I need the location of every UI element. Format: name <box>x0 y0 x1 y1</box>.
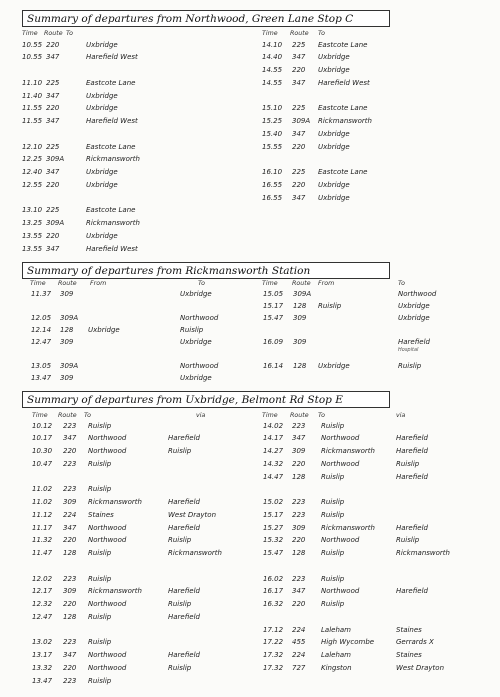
route-cell: 309A <box>46 219 65 227</box>
destination-cell: Ruislip <box>88 676 112 685</box>
column-header: To <box>318 412 325 419</box>
destination-cell: Uxbridge <box>180 337 212 346</box>
destination-cell: Uxbridge <box>318 142 350 151</box>
destination-cell: Harefield <box>398 337 430 346</box>
route-cell: 223 <box>292 510 306 519</box>
time-cell: 16.55 <box>262 193 283 202</box>
route-cell: 220 <box>292 459 306 468</box>
destination-cell: Uxbridge <box>318 180 350 189</box>
route-cell: 309 <box>293 337 307 346</box>
destination-cell: Eastcote Lane <box>318 104 368 113</box>
time-cell: 13.02 <box>32 638 53 647</box>
destination-cell: Ruislip <box>321 421 345 430</box>
destination-cell: Ruislip <box>88 485 112 494</box>
destination-cell: Ruislip <box>321 600 345 608</box>
destination-cell: Laleham <box>321 651 351 659</box>
column-header: Time <box>30 280 46 287</box>
destination-cell: Rickmansworth <box>86 219 140 227</box>
column-header: From <box>90 280 107 287</box>
destination-cell: Northwood <box>180 361 219 370</box>
destination-cell: Ruislip <box>88 421 112 430</box>
time-cell: 13.25 <box>22 219 43 227</box>
route-cell: 309 <box>63 587 77 596</box>
time-cell: 12.05 <box>31 313 52 322</box>
time-cell: 15.25 <box>262 117 283 125</box>
via-cell: Ruislip <box>168 536 192 545</box>
route-cell: 220 <box>46 40 60 49</box>
destination-cell: Harefield West <box>86 117 138 125</box>
route-cell: 223 <box>292 421 306 430</box>
destination-cell: Ruislip <box>88 612 112 621</box>
time-cell: 13.47 <box>32 676 53 685</box>
via-cell: West Drayton <box>168 510 217 519</box>
route-cell: 220 <box>63 536 77 545</box>
destination-cell: Uxbridge <box>86 104 118 113</box>
via-cell: Harefield <box>396 587 428 596</box>
via-cell: Staines <box>396 625 422 634</box>
time-cell: 16.17 <box>263 587 284 596</box>
time-cell: 13.10 <box>22 206 43 215</box>
time-cell: 15.05 <box>263 289 284 298</box>
destination-cell: Uxbridge <box>318 66 350 74</box>
via-cell: Harefield <box>168 434 200 443</box>
time-cell: 12.32 <box>32 600 53 608</box>
time-cell: 10.47 <box>32 459 53 468</box>
destination-cell: Ruislip <box>398 361 422 370</box>
route-cell: 224 <box>292 651 306 659</box>
time-cell: 13.55 <box>22 231 43 240</box>
destination-cell: Rickmansworth <box>321 523 375 532</box>
route-cell: 309A <box>46 155 65 164</box>
column-header: To <box>84 412 91 419</box>
time-cell: 14.40 <box>262 53 283 62</box>
destination-cell: Northwood <box>88 663 127 672</box>
route-cell: 347 <box>46 117 60 125</box>
time-cell: 10.55 <box>22 40 43 49</box>
time-cell: 10.30 <box>32 447 53 455</box>
route-cell: 225 <box>292 104 306 113</box>
route-cell: 309A <box>60 313 79 322</box>
destination-cell: Northwood <box>88 434 127 443</box>
time-cell: 12.40 <box>22 168 43 176</box>
route-cell: 309 <box>292 523 306 532</box>
route-cell: 220 <box>292 600 306 608</box>
via-cell: Harefield <box>396 434 428 443</box>
time-cell: 15.17 <box>263 301 284 310</box>
time-cell: 11.10 <box>22 78 43 87</box>
destination-cell: Northwood <box>321 587 360 596</box>
time-cell: 14.02 <box>263 421 284 430</box>
time-cell: 13.47 <box>31 373 52 382</box>
time-cell: 12.14 <box>31 325 52 334</box>
route-cell: 223 <box>63 638 77 647</box>
destination-cell: Northwood <box>88 536 127 545</box>
route-cell: 220 <box>63 600 77 608</box>
route-cell: 224 <box>63 510 77 519</box>
route-cell: 347 <box>46 53 60 62</box>
column-header: Time <box>262 30 278 37</box>
time-cell: 15.02 <box>263 498 284 506</box>
destination-cell: Ruislip <box>88 638 112 647</box>
destination-cell: Northwood <box>321 459 360 468</box>
time-cell: 16.10 <box>262 168 283 176</box>
time-cell: 12.47 <box>32 612 53 621</box>
destination-cell: Uxbridge <box>86 231 118 240</box>
time-cell: 12.55 <box>22 180 43 189</box>
destination-cell: Northwood <box>88 523 127 532</box>
column-header: Route <box>290 412 309 419</box>
route-cell: 220 <box>292 180 306 189</box>
destination-cell: Laleham <box>321 625 351 634</box>
route-cell: 223 <box>63 574 77 583</box>
destination-cell: Harefield West <box>318 78 370 87</box>
route-cell: 347 <box>63 651 77 659</box>
route-cell: 223 <box>63 485 77 494</box>
via-cell: Harefield <box>168 523 200 532</box>
destination-cell: Uxbridge <box>86 91 118 100</box>
time-cell: 15.27 <box>263 523 284 532</box>
via-cell: Harefield <box>168 612 200 621</box>
time-cell: 11.55 <box>22 104 43 113</box>
route-cell: 220 <box>46 180 60 189</box>
time-cell: 14.55 <box>262 78 283 87</box>
time-cell: 11.37 <box>31 289 52 298</box>
time-cell: 10.17 <box>32 434 53 443</box>
origin-cell: Ruislip <box>318 301 342 310</box>
via-cell: Ruislip <box>168 663 192 672</box>
via-cell: Rickmansworth <box>396 549 450 557</box>
time-cell: 17.22 <box>263 638 284 647</box>
time-cell: 12.17 <box>32 587 53 596</box>
time-cell: 11.17 <box>32 523 53 532</box>
time-cell: 11.02 <box>32 485 53 494</box>
time-cell: 11.32 <box>32 536 53 545</box>
time-cell: 15.10 <box>262 104 283 113</box>
destination-cell: Ruislip <box>88 459 112 468</box>
via-cell: Harefield <box>168 498 200 506</box>
destination-cell: Eastcote Lane <box>318 168 368 176</box>
route-cell: 223 <box>292 574 306 583</box>
time-cell: 12.10 <box>22 142 43 151</box>
destination-cell: Rickmansworth <box>318 117 372 125</box>
destination-cell: Ruislip <box>321 498 345 506</box>
destination-cell: Uxbridge <box>398 301 430 310</box>
route-cell: 455 <box>292 638 306 647</box>
route-cell: 224 <box>292 625 306 634</box>
via-cell: Harefield <box>396 523 428 532</box>
time-cell: 11.40 <box>22 91 43 100</box>
destination-cell: Ruislip <box>321 574 345 583</box>
destination-cell: Uxbridge <box>318 193 350 202</box>
route-cell: 225 <box>46 206 60 215</box>
destination-cell: Uxbridge <box>86 40 118 49</box>
route-cell: 347 <box>46 244 60 253</box>
route-cell: 309 <box>292 447 306 455</box>
time-cell: 11.47 <box>32 549 53 557</box>
route-cell: 220 <box>292 536 306 545</box>
via-cell: Staines <box>396 651 422 659</box>
route-cell: 347 <box>63 434 77 443</box>
column-header: To <box>66 30 73 37</box>
time-cell: 16.55 <box>262 180 283 189</box>
route-cell: 347 <box>292 129 306 138</box>
destination-cell: Kingston <box>321 663 352 672</box>
column-header: To <box>318 30 325 37</box>
column-header: Route <box>290 30 309 37</box>
route-cell: 225 <box>292 168 306 176</box>
time-cell: 16.32 <box>263 600 284 608</box>
time-cell: 14.27 <box>263 447 284 455</box>
destination-cell: Harefield West <box>86 244 138 253</box>
route-cell: 128 <box>63 612 77 621</box>
time-cell: 11.02 <box>32 498 53 506</box>
route-cell: 223 <box>63 676 77 685</box>
section-rickmansworth-title: Summary of departures from Rickmansworth Station <box>22 262 390 279</box>
via-cell: Gerrards X <box>396 638 434 647</box>
time-cell: 15.40 <box>262 129 283 138</box>
section-uxbridge-title: Summary of departures from Uxbridge, Belmont Rd Stop E <box>22 391 390 408</box>
destination-cell: Ruislip <box>180 325 204 334</box>
destination-cell: Uxbridge <box>180 289 212 298</box>
time-cell: 14.17 <box>263 434 284 443</box>
time-cell: 15.55 <box>262 142 283 151</box>
column-header: From <box>318 280 335 287</box>
route-cell: 309A <box>60 361 79 370</box>
time-cell: 10.55 <box>22 53 43 62</box>
route-cell: 309 <box>60 373 74 382</box>
route-cell: 220 <box>46 231 60 240</box>
route-cell: 309 <box>60 337 74 346</box>
destination-cell: Uxbridge <box>318 53 350 62</box>
route-cell: 347 <box>292 193 306 202</box>
route-cell: 309A <box>292 117 311 125</box>
route-cell: 220 <box>46 104 60 113</box>
destination-cell: Ruislip <box>88 574 112 583</box>
column-header: Route <box>292 280 311 287</box>
time-cell: 10.12 <box>32 421 53 430</box>
destination-cell: Northwood <box>88 600 127 608</box>
section-northwood-title: Summary of departures from Northwood, Green Lane Stop C <box>22 10 390 27</box>
route-cell: 309 <box>60 289 74 298</box>
destination-cell: Eastcote Lane <box>86 78 136 87</box>
column-header: To <box>398 280 405 287</box>
destination-cell: Uxbridge <box>318 129 350 138</box>
destination-cell: Rickmansworth <box>88 587 142 596</box>
time-cell: 17.12 <box>263 625 284 634</box>
origin-cell: Uxbridge <box>318 361 350 370</box>
destination-cell: Ruislip <box>321 472 345 481</box>
route-cell: 347 <box>292 78 306 87</box>
route-cell: 220 <box>63 663 77 672</box>
route-cell: 128 <box>293 361 307 370</box>
destination-cell: Ruislip <box>321 549 345 557</box>
route-cell: 225 <box>46 78 60 87</box>
destination-cell: Northwood <box>398 289 437 298</box>
destination-cell: Eastcote Lane <box>318 40 368 49</box>
via-cell: West Drayton <box>396 663 445 672</box>
route-cell: 347 <box>63 523 77 532</box>
destination-cell: Northwood <box>321 434 360 443</box>
destination-cell: Northwood <box>88 651 127 659</box>
via-cell: Rickmansworth <box>168 549 222 557</box>
via-cell: Harefield <box>396 472 428 481</box>
column-header: Time <box>262 280 278 287</box>
column-header: Route <box>58 280 77 287</box>
route-cell: 128 <box>63 549 77 557</box>
route-cell: 220 <box>292 142 306 151</box>
destination-cell: Staines <box>88 510 114 519</box>
route-cell: 347 <box>46 168 60 176</box>
time-cell: 15.17 <box>263 510 284 519</box>
via-cell: Harefield <box>396 447 428 455</box>
route-cell: 220 <box>63 447 77 455</box>
destination-cell: Northwood <box>321 536 360 545</box>
route-cell: 309 <box>293 313 307 322</box>
route-cell: 128 <box>292 549 306 557</box>
destination-cell: Harefield West <box>86 53 138 62</box>
time-cell: 15.47 <box>263 313 284 322</box>
column-header: Time <box>22 30 38 37</box>
column-header: To <box>198 280 205 287</box>
via-cell: Ruislip <box>396 536 420 545</box>
route-cell: 309A <box>293 289 312 298</box>
destination-cell: Ruislip <box>321 510 345 519</box>
destination-cell: Rickmansworth <box>86 155 140 164</box>
route-cell: 220 <box>292 66 306 74</box>
via-cell: Ruislip <box>396 459 420 468</box>
via-cell: Ruislip <box>168 600 192 608</box>
route-cell: 347 <box>292 434 306 443</box>
time-cell: 16.02 <box>263 574 284 583</box>
time-cell: 13.32 <box>32 663 53 672</box>
route-cell: 128 <box>292 472 306 481</box>
time-cell: 14.10 <box>262 40 283 49</box>
route-cell: 128 <box>293 301 307 310</box>
time-cell: 17.32 <box>263 663 284 672</box>
time-cell: 12.47 <box>31 337 52 346</box>
time-cell: 15.32 <box>263 536 284 545</box>
time-cell: 14.32 <box>263 459 284 468</box>
via-cell: Harefield <box>168 651 200 659</box>
column-header: Route <box>44 30 63 37</box>
destination-cell: Rickmansworth <box>321 447 375 455</box>
time-cell: 14.47 <box>263 472 284 481</box>
time-cell: 11.55 <box>22 117 43 125</box>
time-cell: 13.05 <box>31 361 52 370</box>
column-header: Route <box>58 412 77 419</box>
time-cell: 16.09 <box>263 337 284 346</box>
column-header: Time <box>32 412 48 419</box>
destination-cell: Uxbridge <box>180 373 212 382</box>
route-cell: 347 <box>292 587 306 596</box>
route-cell: 727 <box>292 663 306 672</box>
via-cell: Ruislip <box>168 447 192 455</box>
time-cell: 11.12 <box>32 510 53 519</box>
time-cell: 12.25 <box>22 155 43 164</box>
destination-cell: Eastcote Lane <box>86 142 136 151</box>
destination-cell: Uxbridge <box>86 180 118 189</box>
destination-cell: Northwood <box>180 313 219 322</box>
route-cell: 223 <box>63 459 77 468</box>
destination-cell: Northwood <box>88 447 127 455</box>
route-cell: 223 <box>63 421 77 430</box>
time-cell: 17.32 <box>263 651 284 659</box>
destination-cell: Uxbridge <box>398 313 430 322</box>
time-cell: 16.14 <box>263 361 284 370</box>
route-cell: 223 <box>292 498 306 506</box>
destination-cell: Eastcote Lane <box>86 206 136 215</box>
destination-note: Hospital <box>398 346 419 353</box>
destination-cell: Uxbridge <box>86 168 118 176</box>
route-cell: 347 <box>46 91 60 100</box>
origin-cell: Uxbridge <box>88 325 120 334</box>
route-cell: 225 <box>292 40 306 49</box>
route-cell: 225 <box>46 142 60 151</box>
destination-cell: Ruislip <box>88 549 112 557</box>
route-cell: 128 <box>60 325 74 334</box>
column-header: Time <box>262 412 278 419</box>
column-header: via <box>196 412 206 419</box>
time-cell: 15.47 <box>263 549 284 557</box>
time-cell: 13.17 <box>32 651 53 659</box>
route-cell: 347 <box>292 53 306 62</box>
route-cell: 309 <box>63 498 77 506</box>
via-cell: Harefield <box>168 587 200 596</box>
destination-cell: High Wycombe <box>321 638 375 647</box>
column-header: via <box>396 412 406 419</box>
time-cell: 14.55 <box>262 66 283 74</box>
time-cell: 13.55 <box>22 244 43 253</box>
time-cell: 12.02 <box>32 574 53 583</box>
destination-cell: Rickmansworth <box>88 498 142 506</box>
